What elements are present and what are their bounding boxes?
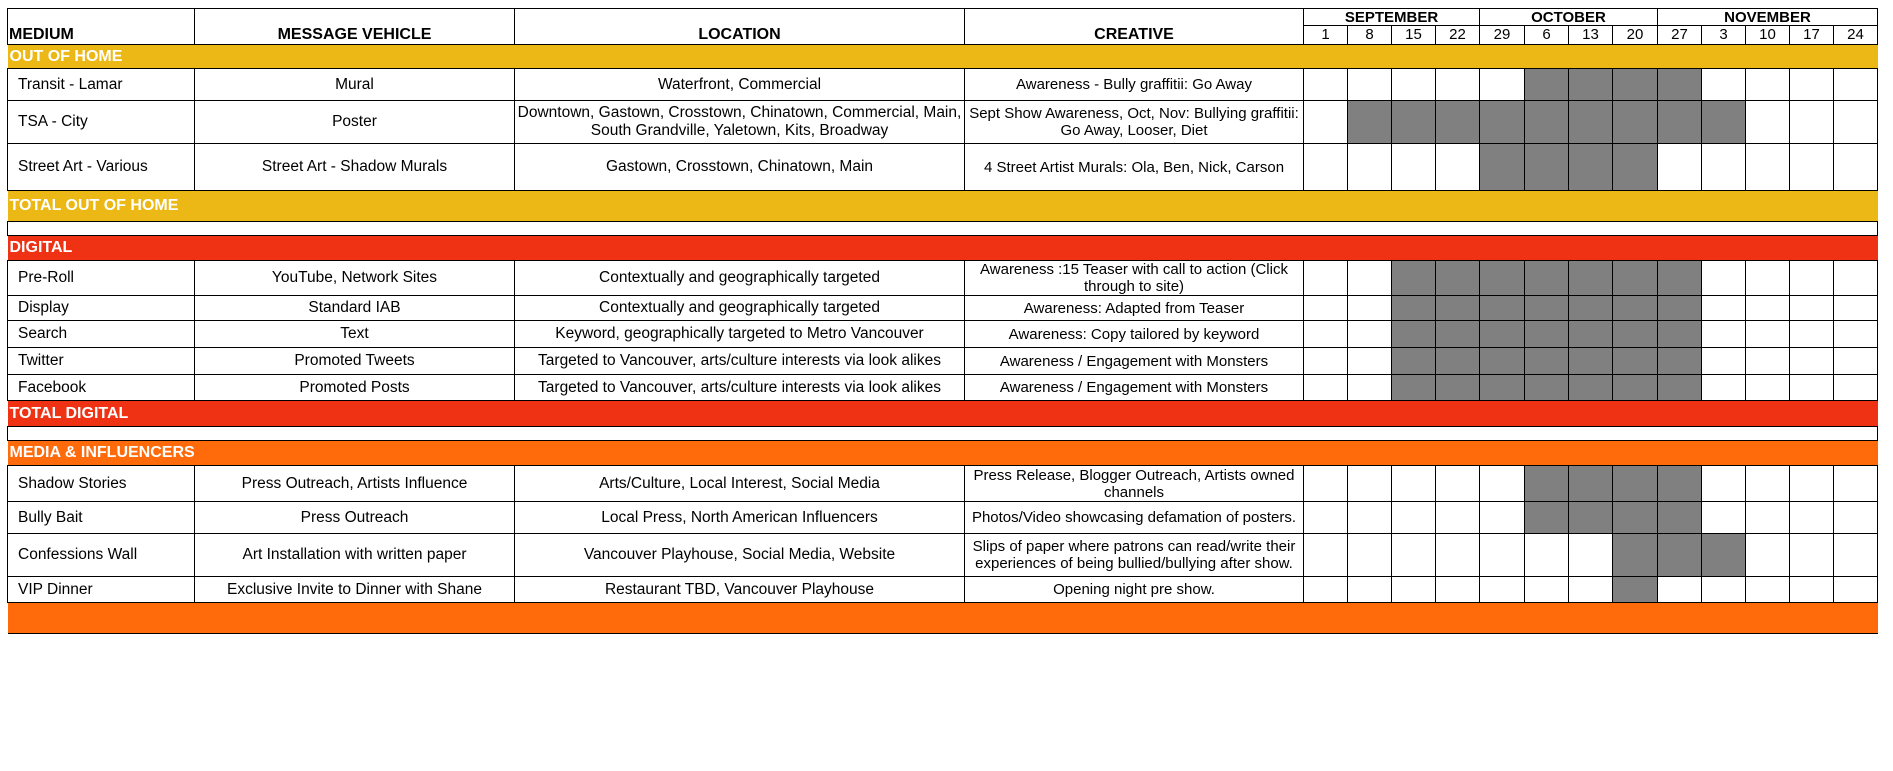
creative-cell: Opening night pre show. [965, 577, 1304, 603]
week-cell-active [1480, 375, 1525, 401]
week-cell-active [1436, 261, 1480, 296]
week-header-cell: 13 [1569, 26, 1613, 45]
table-row [8, 261, 1878, 296]
medium-cell: Display [8, 296, 195, 321]
spacer-row [8, 427, 1878, 441]
week-cell-active [1569, 144, 1613, 191]
week-cell-active [1658, 466, 1702, 502]
location-cell: Downtown, Gastown, Crosstown, Chinatown, Commercial, Main, South Grandville, Yaletown, Kits, Broadway [515, 101, 965, 144]
table-row [8, 348, 1878, 375]
week-cell-empty [1834, 577, 1878, 603]
week-cell-active [1569, 502, 1613, 534]
table-row [8, 144, 1878, 191]
message-vehicle-cell: Poster [195, 101, 515, 144]
message-vehicle-cell: Promoted Posts [195, 375, 515, 401]
location-cell: Targeted to Vancouver, arts/culture interests via look alikes [515, 348, 965, 375]
location-cell: Arts/Culture, Local Interest, Social Media [515, 466, 965, 502]
week-header-cell: 6 [1525, 26, 1569, 45]
week-cell-empty [1702, 466, 1746, 502]
week-cell-empty [1702, 144, 1746, 191]
medium-cell: Shadow Stories [8, 466, 195, 502]
message-vehicle-cell: Standard IAB [195, 296, 515, 321]
week-header-cell: 10 [1746, 26, 1790, 45]
week-cell-active [1613, 502, 1658, 534]
week-cell-active [1569, 296, 1613, 321]
week-cell-active [1480, 348, 1525, 375]
week-cell-active [1392, 261, 1436, 296]
week-cell-empty [1790, 348, 1834, 375]
week-header-cell: 15 [1392, 26, 1436, 45]
week-cell-active [1525, 261, 1569, 296]
week-cell-active [1525, 321, 1569, 348]
week-cell-empty [1746, 69, 1790, 101]
week-cell-empty [1834, 321, 1878, 348]
message-vehicle-cell: Exclusive Invite to Dinner with Shane [195, 577, 515, 603]
creative-cell: Awareness / Engagement with Monsters [965, 348, 1304, 375]
week-cell-empty [1436, 502, 1480, 534]
week-cell-empty [1834, 466, 1878, 502]
week-cell-empty [1304, 534, 1348, 577]
week-cell-empty [1569, 577, 1613, 603]
week-cell-empty [1790, 69, 1834, 101]
week-cell-empty [1746, 348, 1790, 375]
creative-cell: Awareness / Engagement with Monsters [965, 375, 1304, 401]
week-header-cell: 24 [1834, 26, 1878, 45]
week-cell-active [1436, 348, 1480, 375]
week-cell-empty [1436, 534, 1480, 577]
week-cell-empty [1790, 321, 1834, 348]
week-cell-empty [1702, 375, 1746, 401]
medium-cell: Transit - Lamar [8, 69, 195, 101]
location-cell: Waterfront, Commercial [515, 69, 965, 101]
week-cell-active [1525, 375, 1569, 401]
table-row [8, 375, 1878, 401]
week-cell-empty [1746, 534, 1790, 577]
week-cell-empty [1304, 348, 1348, 375]
week-cell-active [1480, 261, 1525, 296]
week-cell-active [1702, 534, 1746, 577]
week-cell-empty [1348, 348, 1392, 375]
week-cell-active [1658, 502, 1702, 534]
week-cell-active [1613, 348, 1658, 375]
week-cell-empty [1746, 144, 1790, 191]
week-cell-empty [1746, 101, 1790, 144]
week-cell-empty [1348, 261, 1392, 296]
week-cell-empty [1348, 502, 1392, 534]
week-cell-active [1392, 375, 1436, 401]
location-cell: Restaurant TBD, Vancouver Playhouse [515, 577, 965, 603]
week-cell-active [1569, 348, 1613, 375]
week-cell-empty [1304, 502, 1348, 534]
week-cell-empty [1348, 577, 1392, 603]
location-cell: Targeted to Vancouver, arts/culture interests via look alikes [515, 375, 965, 401]
week-cell-active [1525, 348, 1569, 375]
week-cell-active [1480, 296, 1525, 321]
week-cell-empty [1790, 466, 1834, 502]
media-flowchart-sheet [7, 8, 1878, 634]
location-cell: Contextually and geographically targeted [515, 296, 965, 321]
week-cell-active [1658, 101, 1702, 144]
table-row [8, 321, 1878, 348]
week-cell-active [1525, 101, 1569, 144]
week-cell-active [1613, 101, 1658, 144]
week-cell-empty [1790, 502, 1834, 534]
medium-cell: Street Art - Various [8, 144, 195, 191]
week-cell-empty [1304, 69, 1348, 101]
week-cell-active [1613, 466, 1658, 502]
week-cell-empty [1790, 144, 1834, 191]
week-cell-active [1480, 321, 1525, 348]
week-header-cell: 3 [1702, 26, 1746, 45]
week-header-cell: 22 [1436, 26, 1480, 45]
location-cell: Local Press, North American Influencers [515, 502, 965, 534]
week-cell-active [1436, 375, 1480, 401]
week-cell-empty [1702, 296, 1746, 321]
week-cell-empty [1348, 534, 1392, 577]
week-cell-active [1658, 534, 1702, 577]
section-header-out-of-home: OUT OF HOME [8, 45, 1878, 69]
week-cell-active [1525, 502, 1569, 534]
section-total-out-of-home: TOTAL OUT OF HOME [8, 191, 1878, 222]
week-header-cell: 29 [1480, 26, 1525, 45]
week-cell-active [1658, 375, 1702, 401]
week-cell-empty [1834, 502, 1878, 534]
week-cell-empty [1658, 144, 1702, 191]
creative-cell: Slips of paper where patrons can read/write their experiences of being bullied/bullying after show. [965, 534, 1304, 577]
week-cell-empty [1746, 261, 1790, 296]
section-header-media-influencers: MEDIA & INFLUENCERS [8, 441, 1878, 466]
location-cell: Vancouver Playhouse, Social Media, Website [515, 534, 965, 577]
week-cell-empty [1436, 466, 1480, 502]
week-cell-empty [1348, 296, 1392, 321]
week-cell-empty [1392, 144, 1436, 191]
medium-cell: VIP Dinner [8, 577, 195, 603]
week-cell-active [1392, 296, 1436, 321]
week-cell-empty [1702, 321, 1746, 348]
month-header-november: NOVEMBER [1658, 9, 1878, 26]
week-cell-active [1613, 144, 1658, 191]
week-cell-empty [1480, 466, 1525, 502]
week-cell-empty [1480, 502, 1525, 534]
week-cell-empty [1525, 534, 1569, 577]
creative-cell: Awareness: Adapted from Teaser [965, 296, 1304, 321]
location-column-header: LOCATION [515, 9, 965, 45]
month-header-october: OCTOBER [1480, 9, 1658, 26]
week-cell-empty [1304, 261, 1348, 296]
week-cell-empty [1348, 466, 1392, 502]
week-cell-empty [1525, 577, 1569, 603]
week-cell-empty [1304, 577, 1348, 603]
week-cell-empty [1392, 69, 1436, 101]
week-cell-active [1525, 296, 1569, 321]
week-cell-active [1613, 261, 1658, 296]
week-cell-active [1436, 321, 1480, 348]
creative-column-header: CREATIVE [965, 9, 1304, 45]
medium-cell: Confessions Wall [8, 534, 195, 577]
week-cell-active [1658, 321, 1702, 348]
week-cell-active [1658, 69, 1702, 101]
week-cell-active [1525, 466, 1569, 502]
section-total-digital: TOTAL DIGITAL [8, 401, 1878, 427]
week-cell-empty [1702, 502, 1746, 534]
table-row [8, 534, 1878, 577]
week-cell-empty [1746, 502, 1790, 534]
medium-cell: Facebook [8, 375, 195, 401]
week-cell-empty [1480, 577, 1525, 603]
week-cell-active [1702, 101, 1746, 144]
week-cell-empty [1436, 69, 1480, 101]
week-cell-empty [1304, 296, 1348, 321]
message-vehicle-cell: Text [195, 321, 515, 348]
media-plan-table [7, 8, 1878, 634]
message-vehicle-cell: YouTube, Network Sites [195, 261, 515, 296]
medium-cell: Twitter [8, 348, 195, 375]
month-header-september: SEPTEMBER [1304, 9, 1480, 26]
message-vehicle-cell: Street Art - Shadow Murals [195, 144, 515, 191]
week-cell-empty [1702, 261, 1746, 296]
week-cell-empty [1658, 577, 1702, 603]
medium-cell: Search [8, 321, 195, 348]
week-cell-active [1613, 534, 1658, 577]
week-cell-empty [1746, 577, 1790, 603]
week-cell-empty [1790, 261, 1834, 296]
week-cell-empty [1834, 144, 1878, 191]
week-cell-active [1480, 144, 1525, 191]
week-cell-empty [1746, 296, 1790, 321]
week-cell-active [1658, 261, 1702, 296]
week-cell-empty [1304, 144, 1348, 191]
week-cell-empty [1304, 375, 1348, 401]
week-header-cell: 1 [1304, 26, 1348, 45]
week-cell-empty [1790, 296, 1834, 321]
week-cell-empty [1834, 296, 1878, 321]
week-cell-empty [1834, 261, 1878, 296]
week-cell-active [1569, 101, 1613, 144]
week-cell-empty [1569, 534, 1613, 577]
week-cell-active [1613, 296, 1658, 321]
table-row [8, 577, 1878, 603]
week-cell-empty [1348, 321, 1392, 348]
message-vehicle-column-header: MESSAGE VEHICLE [195, 9, 515, 45]
creative-cell: Awareness: Copy tailored by keyword [965, 321, 1304, 348]
week-cell-empty [1702, 69, 1746, 101]
message-vehicle-cell: Promoted Tweets [195, 348, 515, 375]
week-cell-active [1569, 375, 1613, 401]
message-vehicle-cell: Press Outreach [195, 502, 515, 534]
week-cell-active [1658, 348, 1702, 375]
week-cell-active [1569, 261, 1613, 296]
week-cell-empty [1304, 101, 1348, 144]
creative-cell: Sept Show Awareness, Oct, Nov: Bullying graffitii: Go Away, Looser, Diet [965, 101, 1304, 144]
week-cell-empty [1834, 101, 1878, 144]
week-header-cell: 8 [1348, 26, 1392, 45]
message-vehicle-cell: Mural [195, 69, 515, 101]
week-cell-active [1658, 296, 1702, 321]
week-cell-empty [1392, 534, 1436, 577]
week-cell-empty [1436, 577, 1480, 603]
week-cell-active [1436, 101, 1480, 144]
week-cell-empty [1348, 69, 1392, 101]
week-header-cell: 17 [1790, 26, 1834, 45]
week-cell-empty [1834, 69, 1878, 101]
week-cell-active [1436, 296, 1480, 321]
week-cell-empty [1348, 144, 1392, 191]
section-header-digital: DIGITAL [8, 236, 1878, 261]
week-cell-empty [1790, 375, 1834, 401]
week-cell-empty [1304, 321, 1348, 348]
week-cell-active [1569, 69, 1613, 101]
week-cell-empty [1746, 375, 1790, 401]
message-vehicle-cell: Art Installation with written paper [195, 534, 515, 577]
table-row [8, 101, 1878, 144]
week-cell-empty [1392, 502, 1436, 534]
location-cell: Keyword, geographically targeted to Metro Vancouver [515, 321, 965, 348]
table-row [8, 466, 1878, 502]
week-cell-empty [1790, 534, 1834, 577]
week-cell-active [1569, 321, 1613, 348]
week-cell-empty [1702, 577, 1746, 603]
week-cell-empty [1480, 534, 1525, 577]
week-cell-empty [1436, 144, 1480, 191]
creative-cell: Press Release, Blogger Outreach, Artists owned channels [965, 466, 1304, 502]
location-cell: Contextually and geographically targeted [515, 261, 965, 296]
week-cell-empty [1790, 577, 1834, 603]
week-cell-active [1525, 144, 1569, 191]
week-cell-active [1348, 101, 1392, 144]
week-cell-active [1613, 375, 1658, 401]
week-cell-empty [1304, 466, 1348, 502]
week-cell-active [1525, 69, 1569, 101]
week-cell-empty [1746, 466, 1790, 502]
week-header-cell: 20 [1613, 26, 1658, 45]
bottom-total-band [8, 603, 1878, 634]
medium-column-header: MEDIUM [8, 9, 195, 45]
week-cell-empty [1702, 348, 1746, 375]
week-cell-active [1392, 321, 1436, 348]
table-row [8, 296, 1878, 321]
creative-cell: Photos/Video showcasing defamation of posters. [965, 502, 1304, 534]
week-cell-active [1569, 466, 1613, 502]
week-cell-active [1392, 348, 1436, 375]
week-cell-active [1613, 69, 1658, 101]
medium-cell: Pre-Roll [8, 261, 195, 296]
week-cell-active [1613, 577, 1658, 603]
week-cell-empty [1834, 348, 1878, 375]
week-cell-empty [1392, 577, 1436, 603]
week-cell-empty [1746, 321, 1790, 348]
week-cell-empty [1834, 534, 1878, 577]
spacer-row [8, 222, 1878, 236]
location-cell: Gastown, Crosstown, Chinatown, Main [515, 144, 965, 191]
message-vehicle-cell: Press Outreach, Artists Influence [195, 466, 515, 502]
week-cell-active [1613, 321, 1658, 348]
medium-cell: Bully Bait [8, 502, 195, 534]
week-header-cell: 27 [1658, 26, 1702, 45]
week-cell-active [1392, 101, 1436, 144]
creative-cell: Awareness :15 Teaser with call to action (Click through to site) [965, 261, 1304, 296]
creative-cell: 4 Street Artist Murals: Ola, Ben, Nick, Carson [965, 144, 1304, 191]
week-cell-empty [1834, 375, 1878, 401]
week-cell-empty [1790, 101, 1834, 144]
table-row [8, 502, 1878, 534]
week-cell-empty [1392, 466, 1436, 502]
week-cell-empty [1480, 69, 1525, 101]
week-cell-empty [1348, 375, 1392, 401]
week-cell-active [1480, 101, 1525, 144]
creative-cell: Awareness - Bully graffitii: Go Away [965, 69, 1304, 101]
medium-cell: TSA - City [8, 101, 195, 144]
table-row [8, 69, 1878, 101]
